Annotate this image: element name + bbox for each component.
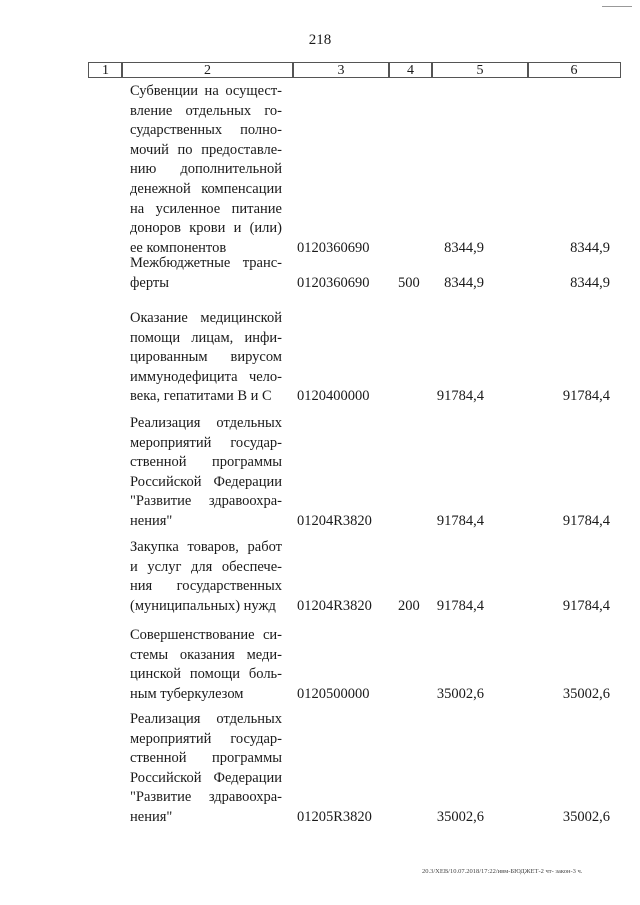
amount-col5: 91784,4 — [436, 513, 484, 529]
row-description — [130, 626, 282, 704]
description-line: мероприятий государ- — [130, 730, 282, 747]
description-line: Субвенции на осущест- — [130, 83, 282, 99]
description-line: Российской Федерации — [130, 769, 282, 786]
header-cell-5: 5 — [431, 62, 529, 78]
description-line: мочий по предоставле- — [130, 141, 282, 158]
row-description — [130, 309, 282, 407]
amount-col6: 91784,4 — [562, 513, 610, 529]
description-line: ферты — [130, 274, 169, 291]
amount-col5: 8344,9 — [444, 239, 484, 256]
description-line: иммунодефицита чело- — [130, 368, 282, 385]
amount-col5: 8344,9 — [444, 274, 484, 291]
description-line: нения" — [130, 512, 173, 529]
description-line: нения" — [130, 808, 173, 825]
description-line: ственной программы — [130, 454, 282, 471]
description-line: цинской помощи боль- — [130, 666, 282, 683]
description-line: помощи лицам, инфи- — [130, 329, 282, 346]
target-article-code: 0120500000 — [297, 685, 370, 702]
description-line: денежной компенсации — [130, 180, 282, 197]
header-cell-2: 2 — [121, 62, 294, 78]
description-line: века, гепатитами В и С — [130, 388, 272, 405]
description-line: ным туберкулезом — [130, 685, 244, 702]
row-description — [130, 414, 282, 532]
description-line: нию дополнительной — [130, 161, 282, 178]
description-line: сударственных полно- — [130, 122, 282, 139]
row-description — [130, 538, 282, 616]
description-line: и услуг для обеспече- — [130, 558, 282, 575]
header-cell-4: 4 — [388, 62, 433, 78]
header-cell-6: 6 — [527, 62, 621, 78]
description-line: мероприятий государ- — [130, 434, 282, 451]
amount-col6: 35002,6 — [562, 685, 610, 702]
amount-col5: 35002,6 — [436, 685, 484, 702]
amount-col6: 35002,6 — [562, 809, 610, 825]
description-line: стемы оказания меди- — [130, 646, 282, 663]
amount-col5: 35002,6 — [436, 809, 484, 825]
description-line: (муниципальных) нужд — [130, 597, 276, 614]
footer-stamp: 20.3/ХЕВ/10.07.2018/17:22/ивм-БЮДЖЕТ-2 чт- закон-3 ч. — [422, 868, 583, 875]
description-line: Совершенствование си- — [130, 627, 282, 643]
row-description — [130, 710, 282, 828]
target-article-code: 0120400000 — [297, 388, 370, 405]
description-line: на усиленное питание — [130, 200, 282, 217]
description-line: ния государственных — [130, 578, 282, 595]
description-line: Российской Федерации — [130, 473, 282, 490]
row-description — [130, 82, 282, 258]
description-line: "Развитие здравоохра- — [130, 789, 282, 806]
amount-col6: 8344,9 — [570, 274, 610, 291]
target-article-code: 01205R3820 — [297, 809, 372, 825]
header-cell-3: 3 — [292, 62, 390, 78]
description-line: Реализация отдельных — [130, 711, 282, 727]
description-line: вление отдельных го- — [130, 102, 282, 119]
amount-col5: 91784,4 — [436, 388, 484, 405]
scan-mark — [602, 6, 632, 7]
page-number: 218 — [308, 32, 332, 48]
description-line: Реализация отдельных — [130, 415, 282, 431]
target-article-code: 01204R3820 — [297, 513, 372, 529]
expense-type: 200 — [398, 597, 420, 614]
description-line: Межбюджетные транс- — [130, 255, 282, 271]
amount-col6: 91784,4 — [562, 388, 610, 405]
description-line: "Развитие здравоохра- — [130, 493, 282, 510]
expense-type: 500 — [398, 274, 420, 291]
description-line: ственной программы — [130, 750, 282, 767]
target-article-code: 0120360690 — [297, 239, 370, 256]
target-article-code: 0120360690 — [297, 274, 370, 291]
row-description — [130, 254, 282, 293]
amount-col5: 91784,4 — [436, 597, 484, 614]
description-line: цированным вирусом — [130, 349, 282, 366]
header-cell-1: 1 — [88, 62, 123, 78]
description-line: ее компонентов — [130, 239, 227, 256]
description-line: доноров крови и (или) — [130, 220, 282, 237]
amount-col6: 8344,9 — [570, 239, 610, 256]
description-line: Оказание медицинской — [130, 310, 282, 326]
target-article-code: 01204R3820 — [297, 597, 372, 614]
description-line: Закупка товаров, работ — [130, 539, 282, 555]
amount-col6: 91784,4 — [562, 597, 610, 614]
